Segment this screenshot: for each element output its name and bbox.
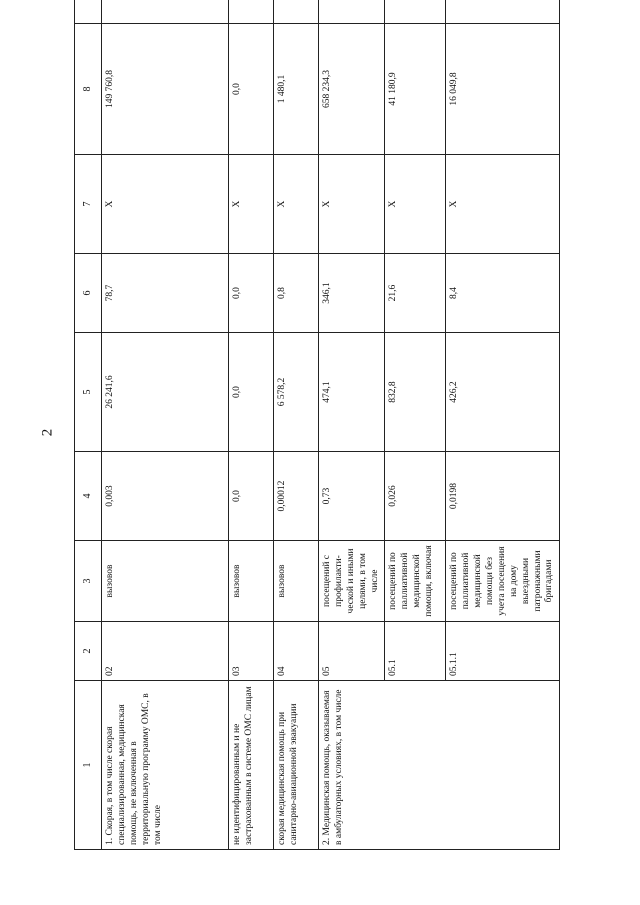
row-value-5: 426,2 <box>446 333 560 452</box>
col-header-6: 6 <box>75 254 102 333</box>
row-value-7: Х <box>319 155 385 254</box>
row-value-7: Х <box>229 155 274 254</box>
col-header-9 <box>75 0 102 24</box>
row-value-6: 8,4 <box>446 254 560 333</box>
row-unit: посещений по паллиативной медицинской помощи без учета посещения на дому выездными патронажными бригадами <box>446 541 560 622</box>
row-value-6: 78,7 <box>102 254 229 333</box>
row-value-6: 21,6 <box>385 254 446 333</box>
table-row <box>102 0 229 850</box>
row-unit: вызовов <box>274 541 319 622</box>
row-value-5: 832,8 <box>385 333 446 452</box>
row-value-8: 1 480,1 <box>274 24 319 155</box>
row-value-4: 0,003 <box>102 452 229 541</box>
col-header-7: 7 <box>75 155 102 254</box>
row-value-7: Х <box>385 155 446 254</box>
row-value-4: 0,0198 <box>446 452 560 541</box>
table-container <box>74 36 556 850</box>
row-code: 05.1 <box>385 622 446 681</box>
row-value-5: 6 578,2 <box>274 333 319 452</box>
page-number: 2 <box>39 428 56 437</box>
row-value-5: 26 241,6 <box>102 333 229 452</box>
table-row <box>385 0 446 850</box>
row-code: 03 <box>229 622 274 681</box>
row-code: 05.1.1 <box>446 622 560 681</box>
col-header-5: 5 <box>75 333 102 452</box>
col-header-2: 2 <box>75 622 102 681</box>
row-unit: посещений с профилакти-ческой и иными целями, в том числе <box>319 541 385 622</box>
col-header-3: 3 <box>75 541 102 622</box>
row-unit: вызовов <box>229 541 274 622</box>
row-value-4: 0,00012 <box>274 452 319 541</box>
row-value-9 <box>385 0 446 24</box>
row-value-9 <box>229 0 274 24</box>
col-header-4: 4 <box>75 452 102 541</box>
col-header-1: 1 <box>75 681 102 850</box>
data-table <box>74 0 560 850</box>
row-value-5: 0,0 <box>229 333 274 452</box>
row-value-7: Х <box>274 155 319 254</box>
header-row <box>75 0 102 850</box>
row-name: скорая медицинская помощь при санитарно-авиационной эвакуации <box>274 681 319 850</box>
row-value-9 <box>274 0 319 24</box>
row-value-7: Х <box>102 155 229 254</box>
row-unit: посещений по паллиативной медицинской помощи, включая <box>385 541 446 622</box>
row-value-8: 16 049,8 <box>446 24 560 155</box>
table-row <box>229 0 274 850</box>
table-row <box>274 0 319 850</box>
row-name <box>446 681 560 850</box>
row-value-9 <box>446 0 560 24</box>
row-code: 05 <box>319 622 385 681</box>
row-name: 2. Медицинская помощь, оказываемая в амбулаторных условиях, в том числе <box>319 681 385 850</box>
col-header-8: 8 <box>75 24 102 155</box>
row-value-6: 0,0 <box>229 254 274 333</box>
row-value-8: 0,0 <box>229 24 274 155</box>
row-value-7: Х <box>446 155 560 254</box>
row-value-4: 0,0 <box>229 452 274 541</box>
row-code: 04 <box>274 622 319 681</box>
row-value-4: 0,026 <box>385 452 446 541</box>
row-value-6: 0,8 <box>274 254 319 333</box>
row-value-9 <box>319 0 385 24</box>
row-code: 02 <box>102 622 229 681</box>
row-value-4: 0,73 <box>319 452 385 541</box>
row-value-8: 149 760,8 <box>102 24 229 155</box>
table-row <box>319 0 385 850</box>
row-name: 1. Скорая, в том числе скорая специализированная, медицинская помощь, не включенная в территориальную программу ОМС, в том числе <box>102 681 229 850</box>
row-value-5: 474,1 <box>319 333 385 452</box>
table-row <box>446 0 560 850</box>
row-value-8: 41 180,9 <box>385 24 446 155</box>
row-name: не идентифицированным и не застрахованным в системе ОМС лицам <box>229 681 274 850</box>
row-value-8: 658 234,3 <box>319 24 385 155</box>
row-unit: вызовов <box>102 541 229 622</box>
row-name <box>385 681 446 850</box>
row-value-9 <box>102 0 229 24</box>
row-value-6: 346,1 <box>319 254 385 333</box>
